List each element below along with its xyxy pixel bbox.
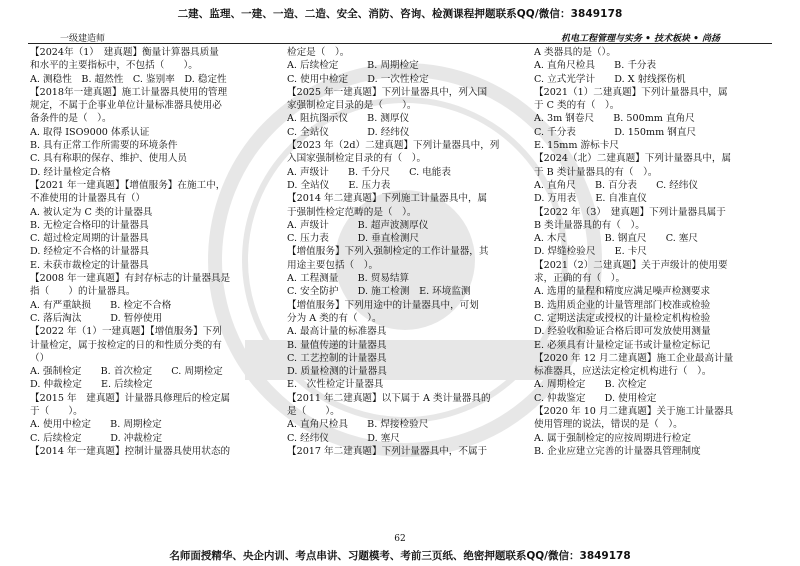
text-line: A. 被认定为 C 类的计量器具: [30, 206, 153, 218]
text-line: C. 经纬仪 D. 塞尺: [287, 432, 400, 444]
text-line: 【2024（北）二建真题】下列计量器具中，属: [534, 153, 732, 165]
text-line: C. 全站仪 D. 经纬仪: [287, 126, 410, 138]
text-line: 【2014 年一建真题】控制计量器具使用状态的: [30, 445, 231, 457]
text-line: D. 全站仪 E. 压力表: [287, 179, 391, 191]
text-line: C. 立式光学计 D. X 射线探伤机: [534, 73, 686, 85]
text-line: A. 木尺 B. 钢直尺 C. 塞尺: [534, 233, 698, 245]
text-line: 【2021（1）二建真题】下列计量器具中，属: [534, 86, 728, 98]
column-right: [534, 46, 786, 526]
text-line: 和水平的主要指标中，不包括（ ）。: [30, 60, 198, 72]
text-line: A. 直角尺检具 B. 千分表: [534, 60, 657, 72]
text-line: 【2021（2）二建真题】关于声级计的使用要: [534, 259, 728, 271]
text-line: A. 测稳性 B. 超然性 C. 鉴别率 D. 稳定性: [30, 73, 227, 85]
text-line: D. 焊缝检验尺 E. 卡尺: [534, 246, 647, 258]
text-line: 是（ ）。: [287, 406, 340, 418]
text-line: 【2021 年一建真题】【增值服务】在施工中，: [30, 179, 226, 191]
text-line: 备条件的是（ ）。: [30, 113, 112, 125]
text-line: E. 15mm 游标卡尺: [534, 140, 619, 152]
text-line: A. 选用的量程和精度应满足噪声检测要求: [534, 286, 711, 298]
text-line: D. 万用表 E. 自准直仪: [534, 193, 647, 205]
text-line: 【2014 年二建真题】下列施工计量器具中，属: [287, 193, 488, 205]
text-line: 【增值服务】下列用途中的计量器具中，可划: [287, 299, 479, 311]
text-line: C. 千分表 D. 150mm 钢直尺: [534, 126, 697, 138]
text-line: 【2020 年 12 月二建真题】施工企业最高计量: [534, 352, 734, 364]
text-line: A. 属于强制检定的应按周期进行检定: [534, 432, 691, 444]
text-line: A. 后续检定 B. 周期检定: [287, 60, 419, 72]
text-line: C. 具有称职的保存、维护、使用人员: [30, 153, 188, 165]
text-line: 【2015 年 建真题】计量器具修理后的检定属: [30, 392, 231, 404]
text-line: 分为 A 类的有（ ）。: [287, 312, 382, 324]
text-line: （）: [30, 352, 50, 364]
text-line: B. 选用质企业的计量管理部门校准或检验: [534, 299, 711, 311]
text-line: 用途主要包括（ ）。: [287, 259, 379, 271]
text-line: A. 使用中检定 B. 周期检定: [30, 419, 162, 431]
text-line: A. 阻抗图示仪 B. 测厚仪: [287, 113, 410, 125]
text-line: 指（ ）的计量器具。: [30, 286, 136, 298]
text-line: A 类器具的是（）。: [534, 47, 616, 58]
text-line: C. 落后淘汰 D. 暂停使用: [30, 312, 163, 324]
top-banner: 二建、监理、一建、一造、二造、安全、消防、咨询、检测课程押题联系QQ/微信：3849178: [177, 8, 623, 20]
text-line: 求，正确的有（ ）。: [534, 273, 626, 285]
text-line: B. 量值传递的计量器具: [287, 339, 387, 351]
text-line: B 类计量器具的有（ ）。: [534, 219, 645, 231]
text-line: 于 B 类计量器具的有（ ）。: [534, 166, 658, 178]
text-line: D. 质量检测的计量器具: [287, 366, 387, 378]
text-line: A. 声级计 B. 千分尺 C. 电能表: [287, 166, 451, 178]
text-line: 【2025 年一建真题】下列计量器具中，列入国: [287, 86, 488, 98]
text-line: B. 具有正常工作所需要的环境条件: [30, 140, 178, 152]
text-line: C. 定期送法定或授权的计量检定机构检验: [534, 312, 711, 324]
text-line: 【2023 年（2d）二建真题】下列计量器具中，列: [287, 140, 500, 152]
text-line: E. 必须具有计量检定证书或计量检定标记: [534, 339, 711, 351]
bottom-banner: 名师面授精华、央企内训、考点串讲、习题模考、考前三页纸、绝密押题联系QQ/微信：3849178: [169, 550, 631, 562]
text-line: 于（ ）。: [30, 406, 83, 418]
text-line: A. 声级计 B. 超声波测厚仪: [287, 219, 429, 231]
text-line: D. 经验收和验证合格后即可发放使用测量: [534, 326, 711, 338]
text-line: B. 无检定合格印的计量器具: [30, 219, 149, 231]
text-line: 检定是（ ）。: [287, 47, 350, 58]
text-line: E. 次性检定计量器具: [287, 379, 384, 391]
text-line: 家强制检定目录的是（ ）。: [287, 100, 417, 112]
text-line: 【2020 年 10 月二建真题】关于施工计量器具: [534, 406, 734, 418]
text-line: C. 后续检定 D. 冲裁检定: [30, 432, 163, 444]
text-line: 规定，不属于企事业单位计量标准器具使用必: [30, 100, 222, 112]
text-line: A. 有严重缺损 B. 检定不合格: [30, 299, 172, 311]
header-rule: [28, 43, 772, 44]
text-line: 计量检定，属于按检定的日的和性质分类的有: [30, 339, 222, 351]
text-line: A. 取得 ISO9000 体系认证: [30, 126, 150, 138]
text-line: A. 周期检定 B. 次检定: [534, 379, 647, 391]
text-line: C. 超过检定周期的计量器具: [30, 233, 149, 245]
text-line: 【2008 年一建真题】有封存标志的计量器具是: [30, 273, 231, 285]
header-left-title: 一级建造师: [60, 34, 106, 44]
text-line: D. 仲裁检定 E. 后续检定: [30, 379, 153, 391]
text-line: 标准器具，应送法定检定机构进行（ ）。: [534, 366, 712, 378]
text-line: C. 安全防护 D. 施工检测 E. 环境监测: [287, 286, 471, 298]
text-line: 【2017 年二建真题】下列计量器具中，不属于: [287, 445, 488, 457]
text-line: C. 压力表 D. 垂直检测尺: [287, 233, 420, 245]
text-line: A. 直角尺 B. 百分表 C. 经纬仪: [534, 179, 698, 191]
text-line: 【2018年一建真题】施工计量器具使用的管理: [30, 86, 228, 98]
text-line: B. 企业应建立完善的计量器具管理制度: [534, 445, 701, 457]
text-line: 不准使用的计量器具有（）: [30, 193, 146, 205]
text-line: A. 工程测量 B. 贸易结算: [287, 273, 410, 285]
text-line: C. 使用中检定 D. 一次性检定: [287, 73, 429, 85]
text-line: A. 3m 钢卷尺 B. 500mm 直角尺: [534, 113, 695, 125]
text-line: A. 强制检定 B. 首次检定 C. 周期检定: [30, 366, 223, 378]
text-line: 于 C 类的有（ ）。: [534, 100, 620, 112]
text-line: C. 工艺控制的计量器具: [287, 352, 387, 364]
text-line: C. 仲裁鉴定 D. 使用检定: [534, 392, 657, 404]
text-line: D. 经计量检定合格: [30, 166, 111, 178]
text-line: 【2022 年（3） 建真题】下列计量器具属于: [534, 206, 726, 218]
text-line: E. 未获市裁检定的计量器具: [30, 259, 149, 271]
text-line: 【2022 年（1）一建真题】【增值服务】下列: [30, 326, 222, 338]
column-left: [30, 46, 282, 526]
text-line: 【增值服务】下列入强制检定的工作计量器，其: [287, 246, 489, 258]
text-line: D. 经检定不合格的计量器具: [30, 246, 149, 258]
text-line: 使用管理的说法，错误的是（ ）。: [534, 419, 683, 431]
text-line: A. 直角尺检具 B. 焊接检验尺: [287, 419, 429, 431]
page-number: 62: [394, 534, 406, 544]
header-right-title: 机电工程管理与实务 • 技术板块 • 尚扬: [560, 34, 720, 44]
text-line: 入国家强制检定目录的有（ ）。: [287, 153, 427, 165]
text-line: 【2011 年二建真题】以下属于 A 类计量器具的: [287, 392, 491, 404]
column-middle: [287, 46, 539, 526]
text-line: 于强制性检定范畴的是（ ）。: [287, 206, 417, 218]
text-line: A. 最高计量的标准器具: [287, 326, 387, 338]
text-line: 【2024年（1） 建真题】衡量计算器具质量: [30, 47, 219, 58]
